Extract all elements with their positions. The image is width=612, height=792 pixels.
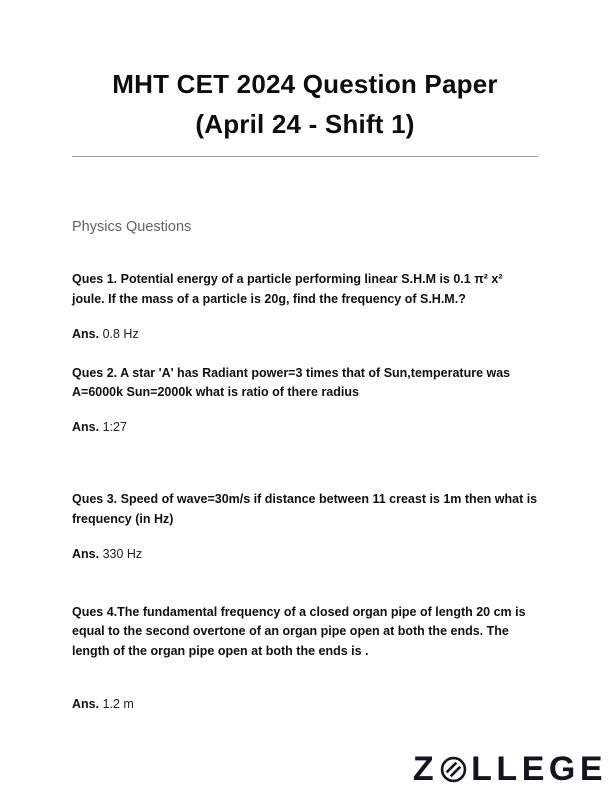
page-title — [82, 64, 528, 144]
page-content — [0, 64, 612, 715]
title-divider — [72, 156, 538, 157]
section-heading: Physics Questions — [72, 219, 192, 235]
answer-1-value: 0.8 Hz — [102, 327, 139, 341]
answer-4-label: Ans. — [72, 697, 100, 711]
question-4-text: Ques 4.The fundamental frequency of a closed organ pipe of length 20 cm is equal to the second overtone of an organ pipe open at both the ends. The length of the organ pipe open at both the ends is . — [72, 604, 526, 658]
question-2-text: Ques 2. A star 'A' has Radiant power=3 times that of Sun,temperature was A=6000k Sun=2000k what is ratio of there radius — [72, 365, 511, 399]
answer-1 — [72, 325, 538, 345]
question-1-text: Ques 1. Potential energy of a particle performing linear S.H.M is 0.1 π² x² joule. If the mass of a particle is 20g, find the frequency of S.H.M.? — [72, 272, 503, 306]
answer-2-label: Ans. — [72, 419, 100, 434]
answer-3-label: Ans. — [72, 547, 100, 561]
logo-letters-llege: LLEGE — [471, 750, 607, 788]
page-title-line2: (April 24 - Shift 1) — [195, 109, 415, 139]
zollege-logo — [413, 752, 607, 786]
logo-letter-z: Z — [412, 750, 439, 788]
answer-3 — [72, 545, 538, 565]
answer-2-value: 1:27 — [102, 419, 127, 434]
answer-1-label: Ans. — [72, 327, 100, 341]
answer-3-value: 330 Hz — [102, 547, 143, 561]
slashed-o-icon — [439, 755, 468, 784]
page-title-line1: MHT CET 2024 Question Paper — [112, 69, 498, 99]
answer-2 — [72, 418, 538, 438]
answer-4 — [72, 695, 538, 715]
question-3-text: Ques 3. Speed of wave=30m/s if distance between 11 creast is 1m then what is frequency (in Hz) — [72, 492, 538, 526]
answer-4-value: 1.2 m — [102, 697, 134, 711]
